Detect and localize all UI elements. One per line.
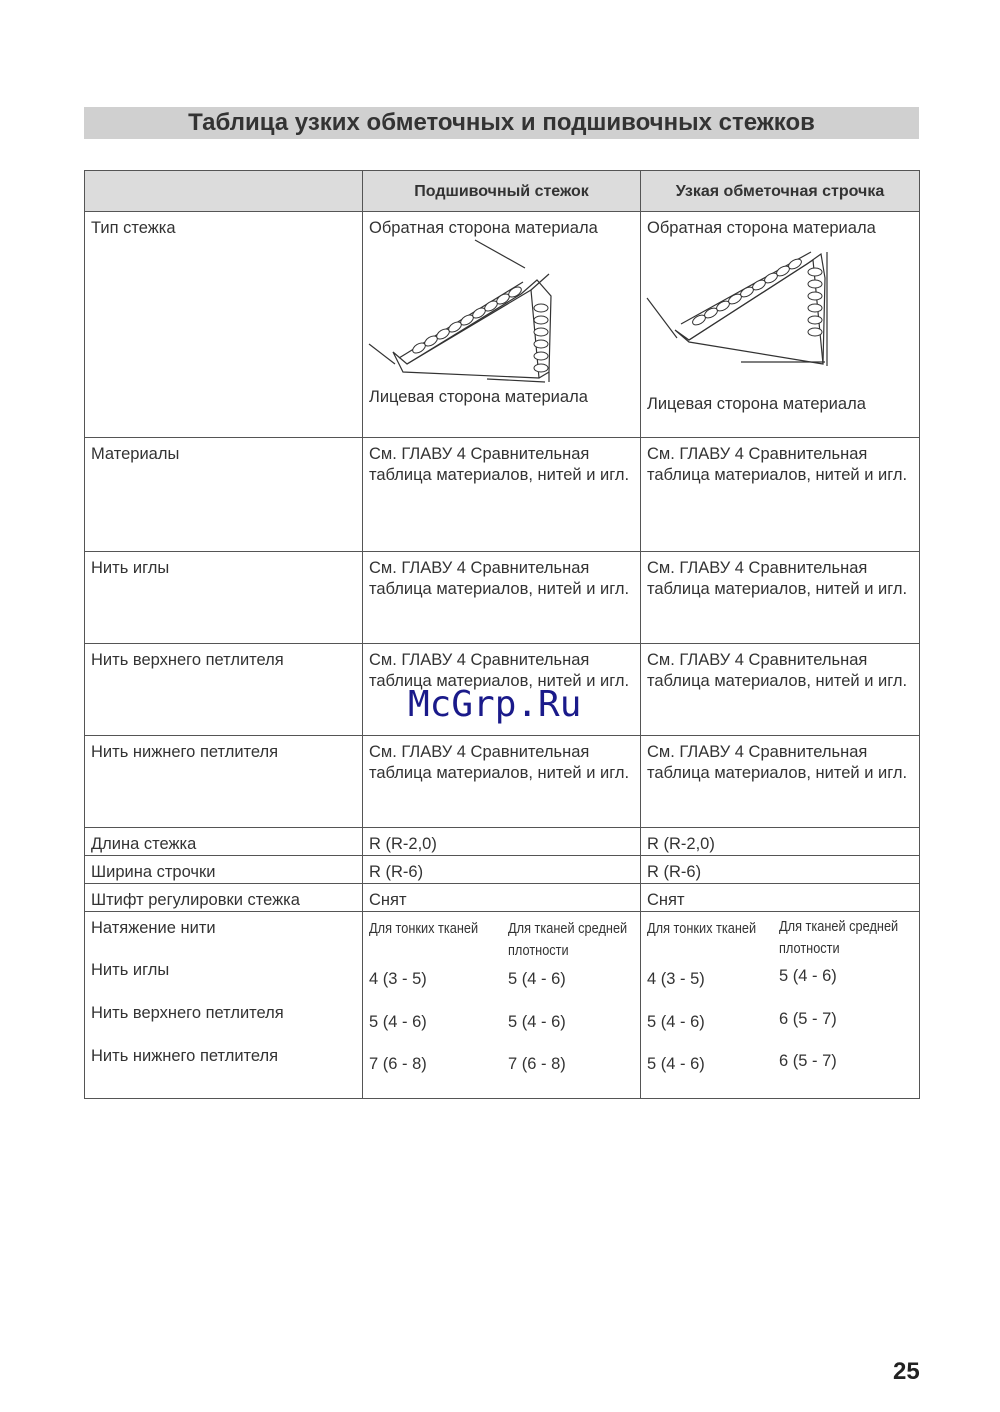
row-label: Штифт регулировки стежка — [85, 884, 363, 912]
row-label: Ширина строчки — [85, 856, 363, 884]
stitch-table — [84, 170, 920, 1099]
header-hem-stitch: Подшивочный стежок — [363, 171, 641, 212]
hem-cell: См. ГЛАВУ 4 Сравнительная таблица материалов, нитей и игл. — [363, 552, 641, 644]
table-row — [85, 552, 920, 644]
tension-value: 4 (3 - 5) — [647, 970, 705, 988]
tension-overlock-cell — [641, 912, 920, 1099]
header-empty — [85, 171, 363, 212]
overlock-cell: R (R-6) — [641, 856, 920, 884]
thin-fabric-label: Для тонких тканей — [647, 921, 757, 937]
table-row — [85, 884, 920, 912]
tension-value: 4 (3 - 5) — [369, 970, 427, 988]
table-header-row — [85, 171, 920, 212]
tension-value: 7 (6 - 8) — [508, 1055, 566, 1073]
watermark: McGrp.Ru — [408, 684, 582, 725]
table-row — [85, 438, 920, 552]
hem-cell: R (R-2,0) — [363, 828, 641, 856]
tension-value: 5 (4 - 6) — [508, 1013, 566, 1031]
medium-fabric-label: Для тканей средней — [508, 921, 628, 937]
hem-cell: Снят — [363, 884, 641, 912]
table-row — [85, 828, 920, 856]
page-title: Таблица узких обметочных и подшивочных стежков — [84, 107, 919, 139]
table-row — [85, 736, 920, 828]
row-label: Нить верхнего петлителя — [85, 644, 363, 736]
medium-fabric-label-2: плотности — [779, 941, 840, 957]
overlock-face-side-label: Лицевая сторона материала — [647, 395, 866, 413]
tension-value: 7 (6 - 8) — [369, 1055, 427, 1073]
overlock-cell: R (R-2,0) — [641, 828, 920, 856]
tension-value: 5 (4 - 6) — [369, 1013, 427, 1031]
row-label: Нить иглы — [85, 552, 363, 644]
hem-face-side-label: Лицевая сторона материала — [369, 388, 588, 406]
stitch-type-label: Тип стежка — [85, 212, 363, 438]
overlock-cell: Снят — [641, 884, 920, 912]
tension-value: 5 (4 - 6) — [779, 967, 837, 985]
tension-lower-looper-label: Нить нижнего петлителя — [91, 1047, 279, 1065]
overlock-cell: См. ГЛАВУ 4 Сравнительная таблица материалов, нитей и игл. — [641, 552, 920, 644]
overlock-cell: См. ГЛАВУ 4 Сравнительная таблица материалов, нитей и игл. — [641, 736, 920, 828]
medium-fabric-label: Для тканей средней — [779, 919, 899, 935]
row-label: Нить нижнего петлителя — [85, 736, 363, 828]
tension-upper-looper-label: Нить верхнего петлителя — [91, 1004, 284, 1022]
overlock-cell: См. ГЛАВУ 4 Сравнительная таблица материалов, нитей и игл. — [641, 438, 920, 552]
row-label: Длина стежка — [85, 828, 363, 856]
thin-fabric-label: Для тонких тканей — [369, 921, 479, 937]
tension-value: 6 (5 - 7) — [779, 1010, 837, 1028]
stitch-type-hem-cell — [363, 212, 641, 438]
medium-fabric-label-2: плотности — [508, 943, 569, 959]
hem-cell: См. ГЛАВУ 4 Сравнительная таблица материалов, нитей и игл. — [363, 644, 641, 736]
hem-cell: R (R-6) — [363, 856, 641, 884]
overlock-cell: См. ГЛАВУ 4 Сравнительная таблица материалов, нитей и игл. — [641, 644, 920, 736]
tension-value: 5 (4 - 6) — [647, 1055, 705, 1073]
hem-cell: См. ГЛАВУ 4 Сравнительная таблица материалов, нитей и игл. — [363, 736, 641, 828]
tension-needle-label: Нить иглы — [91, 961, 170, 979]
stitch-type-overlock-cell — [641, 212, 920, 438]
hem-cell: См. ГЛАВУ 4 Сравнительная таблица материалов, нитей и игл. — [363, 438, 641, 552]
table-row-tension — [85, 912, 920, 1099]
hem-back-side-label: Обратная сторона материала — [369, 219, 598, 237]
overlock-back-side-label: Обратная сторона материала — [647, 219, 876, 237]
tension-value: 5 (4 - 6) — [508, 970, 566, 988]
tension-hem-cell — [363, 912, 641, 1099]
page-number: 25 — [893, 1358, 920, 1385]
row-label: Материалы — [85, 438, 363, 552]
tension-label-cell — [85, 912, 363, 1099]
header-narrow-overlock: Узкая обметочная строчка — [641, 171, 920, 212]
tension-value: 6 (5 - 7) — [779, 1052, 837, 1070]
tension-value: 5 (4 - 6) — [647, 1013, 705, 1031]
table-row-stitch-type — [85, 212, 920, 438]
tension-label: Натяжение нити — [91, 919, 216, 937]
table-row — [85, 856, 920, 884]
